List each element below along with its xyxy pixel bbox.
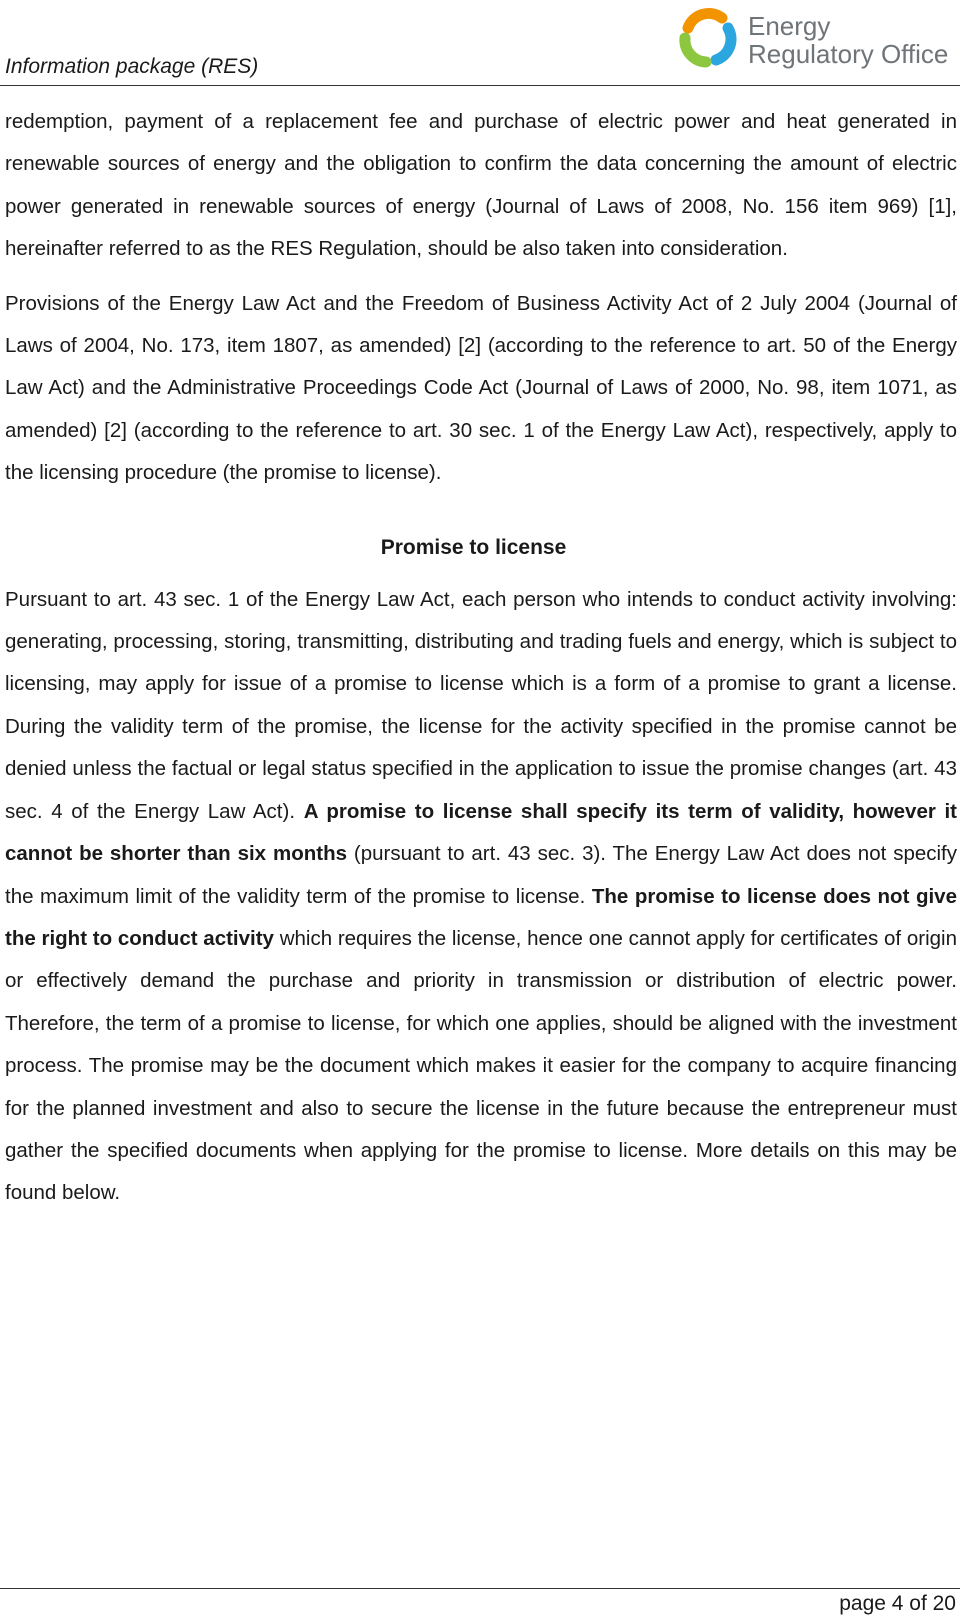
bold-text: A promise to license shall specify its term of validity, however it cannot be shorter than six months <box>5 799 958 866</box>
footer-divider <box>0 1588 960 1589</box>
page-header <box>0 0 960 87</box>
ero-logo-icon <box>676 8 738 70</box>
bold-text: The promise to license does not give the right to conduct activity <box>5 884 957 950</box>
paragraph-text: which requires the license, hence one cannot apply for certificates of origin or effectively demand the purchase and priority in transmission or distribution of electric power. Therefore, the term of a promise to license, for which one applies, should be aligned with the investment process. The promise may be the document which makes it easier for the company to acquire financing for the planned investment and also to secure the license in the future because the entrepreneur must gather the specified documents when applying for the promise to license. More details on this may be found below. <box>5 926 957 1205</box>
page-body <box>5 101 957 1215</box>
header-divider <box>0 85 960 86</box>
logo-text <box>748 12 948 68</box>
paragraph-promise-to-license <box>5 579 957 1215</box>
paragraph-text: Pursuant to art. 43 sec. 1 of the Energy Law Act, each person who intends to conduct activity involving: generating, processing, storing, transmitting, distributing and trading fuels and energy, which is subject to licensing, may apply for issue of a promise to license which is a form of a promise to grant a license. During the validity term of the promise, the license for the activity specified in the promise cannot be denied unless the factual or legal status specified in the application to issue the promise changes (art. 43 sec. 4 of the Energy Law Act). <box>5 587 957 823</box>
paragraph-provisions: Provisions of the Energy Law Act and the Freedom of Business Activity Act of 2 July 2004 (Journal of Laws of 2004, No. 173, item 1807, as amended) [2] (according to the reference to art. 50 of the Energy Law Act) and the Administrative Proceedings Code Act (Journal of Laws of 2000, No. 98, item 1071, as amended) [2] (according to the reference to art. 30 sec. 1 of the Energy Law Act), respectively, apply to the licensing procedure (the promise to license). <box>5 291 957 485</box>
ero-logo <box>676 8 956 74</box>
paragraph-text: (pursuant to art. 43 sec. 3). The Energy Law Act does not specify the maximum limit of the validity term of the promise to license. <box>5 842 957 908</box>
logo-line-1: Energy <box>748 11 831 41</box>
logo-line-2: Regulatory Office <box>748 39 949 69</box>
paragraph-res-regulation: redemption, payment of a replacement fee and purchase of electric power and heat generated in renewable sources of energy and the obligation to confirm the data concerning the amount of electric power generated in renewable sources of energy (Journal of Laws of 2008, No. 156 item 969) [1], hereinafter referred to as the RES Regulation, should be also taken into consideration. <box>5 110 957 261</box>
section-heading: Promise to license <box>380 535 567 559</box>
document-title: Information package (RES) <box>5 55 259 78</box>
page-number: page 4 of 20 <box>839 1592 956 1615</box>
